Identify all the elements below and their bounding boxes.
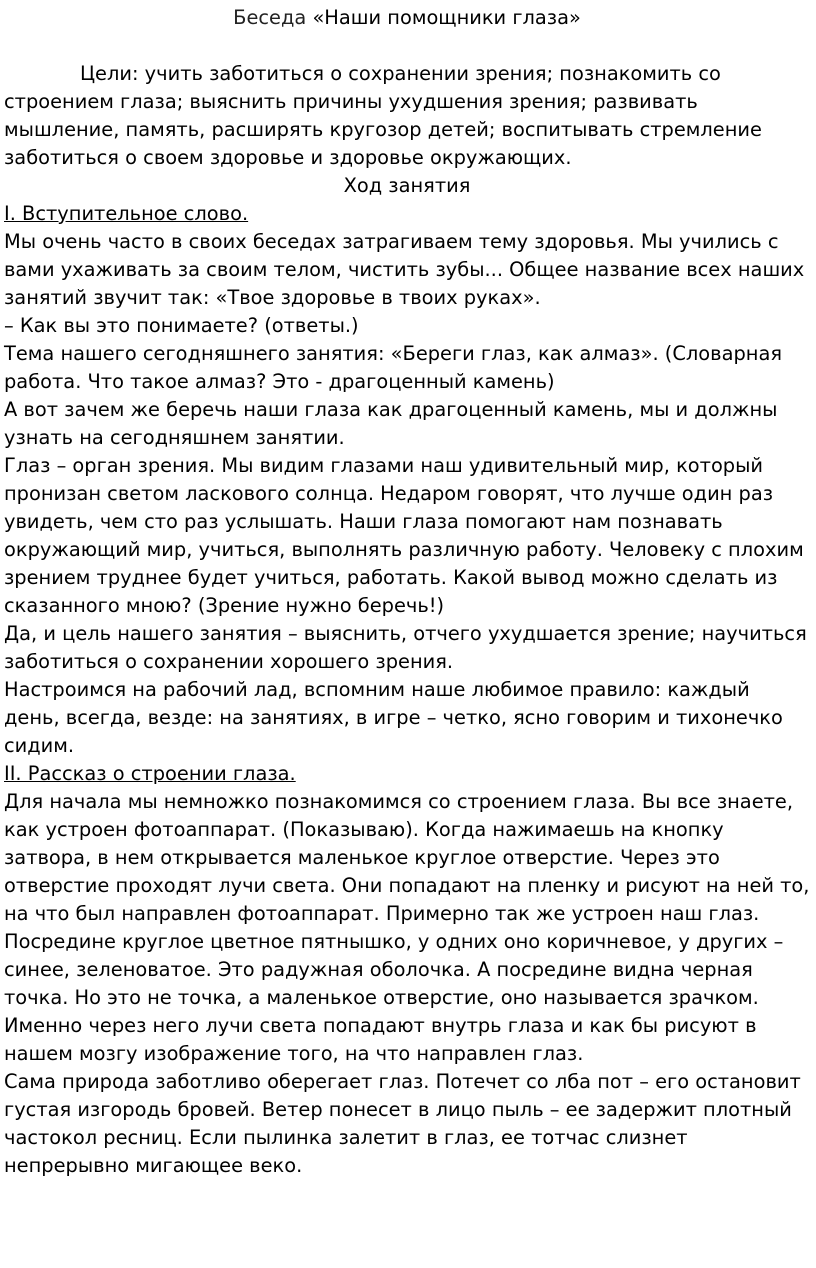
goals-paragraph: Цели: учить заботиться о сохранении зрения; познакомить со строением глаза; выяснить причины ухудшения зрения; развивать мышление, память, расширять кругозор детей; воспитывать стремление заботиться о своем здоровье и здоровье окружающих.: [4, 62, 762, 169]
document-title: [4, 4, 810, 32]
section-1-paragraph: – Как вы это понимаете? (ответы.): [4, 314, 359, 337]
section-1-paragraph: Тема нашего сегодняшнего занятия: «Береги глаз, как алмаз». (Словарная работа. Что такое алмаз? Это - драгоценный камень): [4, 342, 783, 393]
section-2-paragraph: Сама природа заботливо оберегает глаз. Потечет со лба пот – его остановит густая изгородь бровей. Ветер понесет в лицо пыль – ее задержит плотный частокол ресниц. Если пылинка залетит в глаз, ее тотчас слизнет непрерывно мигающее веко.: [4, 1070, 801, 1177]
section-2-heading: II. Рассказ о строении глаза.: [4, 762, 296, 785]
course-heading: Ход занятия: [343, 174, 471, 197]
section-1-paragraph: Мы очень часто в своих беседах затрагиваем тему здоровья. Мы учились с вами ухаживать за своим телом, чистить зубы... Общее название всех наших занятий звучит так: «Твое здоровье в твоих руках».: [4, 230, 805, 309]
section-1-heading: I. Вступительное слово.: [4, 202, 249, 225]
section-1-paragraph: Да, и цель нашего занятия – выяснить, отчего ухудшается зрение; научиться заботиться о сохранении хорошего зрения.: [4, 622, 807, 673]
title-prefix: Беседа: [233, 6, 307, 29]
section-1-paragraph: А вот зачем же беречь наши глаза как драгоценный камень, мы и должны узнать на сегодняшнем занятии.: [4, 398, 778, 449]
title-main: «Наши помощники глаза»: [312, 6, 581, 29]
blank-line: [4, 32, 810, 60]
section-2-paragraph: Для начала мы немножко познакомимся со строением глаза. Вы все знаете, как устроен фотоаппарат. (Показываю). Когда нажимаешь на кнопку затвора, в нем открывается маленькое круглое отверстие. Через это отверстие проходят лучи света. Они попадают на пленку и рисуют на ней то, на что был направлен фотоаппарат. Примерно так же устроен наш глаз. Посредине круглое цветное пятнышко, у одних оно коричневое, у других – синее, зеленоватое. Это радужная оболочка. А посредине видна черная точка. Но это не точка, а маленькое отверстие, оно называется зрачком. Именно через него лучи света попадают внутрь глаза и как бы рисуют в нашем мозгу изображение того, на что направлен глаз.: [4, 790, 810, 1065]
section-1-paragraph: Настроимся на рабочий лад, вспомним наше любимое правило: каждый день, всегда, везде: на занятиях, в игре – четко, ясно говорим и тихонечко сидим.: [4, 678, 783, 757]
section-1-paragraph: Глаз – орган зрения. Мы видим глазами наш удивительный мир, который пронизан светом ласкового солнца. Недаром говорят, что лучше один раз увидеть, чем сто раз услышать. Наши глаза помогают нам познавать окружающий мир, учиться, выполнять различную работу. Человеку с плохим зрением труднее будет учиться, работать. Какой вывод можно сделать из сказанного мною? (Зрение нужно беречь!): [4, 454, 804, 617]
